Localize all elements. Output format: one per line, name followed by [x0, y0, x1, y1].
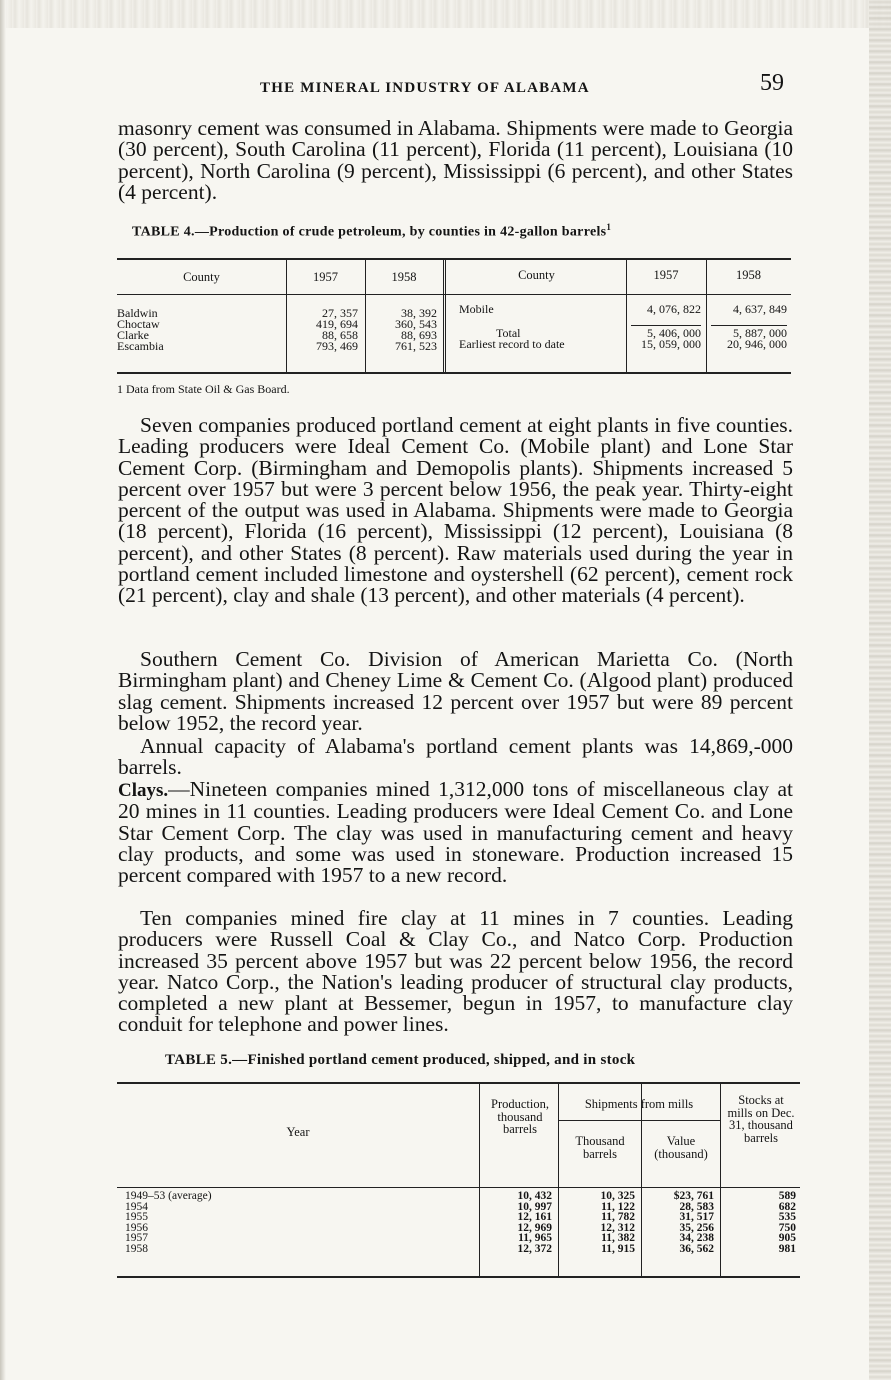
scan-edge-right	[869, 0, 891, 1380]
table-cell: 88, 693	[401, 328, 437, 342]
table-cell: 34, 238	[679, 1232, 714, 1245]
table4-header-county-right: County	[518, 268, 555, 282]
table4-left-county-column	[117, 308, 282, 352]
scan-edge-top	[0, 0, 891, 28]
table-cell: 10, 432	[517, 1190, 552, 1202]
table4-right-1958-column	[706, 304, 787, 350]
table4-left-1957-column	[286, 308, 358, 352]
table-cell: 11, 782	[601, 1211, 635, 1224]
table-cell: 38, 392	[401, 306, 437, 320]
table5-header-year: Year	[286, 1125, 310, 1139]
table5-caption: TABLE 5.—Finished portland cement produced, shipped, and in stock	[165, 1052, 636, 1068]
table5-value-column	[641, 1191, 714, 1255]
scan-edge-left	[0, 0, 6, 1380]
table-cell: 5, 887, 000	[733, 326, 787, 340]
table5-header-thousand-barrels: Thousand barrels	[575, 1134, 625, 1161]
table-cell: 11, 122	[601, 1200, 635, 1213]
table-cell: Choctaw	[117, 317, 160, 331]
table4-right-1957-column	[626, 304, 701, 350]
table-cell: 35, 256	[679, 1221, 714, 1234]
table-cell: 11, 382	[601, 1232, 635, 1245]
table4-header-1957-left: 1957	[313, 270, 338, 284]
table-cell: 12, 969	[517, 1221, 552, 1234]
table-cell: 11, 915	[601, 1242, 635, 1255]
table-cell: Clarke	[117, 328, 149, 342]
table-cell: 905	[778, 1232, 796, 1245]
table-cell: 12, 372	[517, 1242, 552, 1255]
paragraph-portland-cement: Seven companies produced portland cement at eight plants in five counties. Leading producers were Ideal Cement Co. (Mobile plant) and Lone Star Cement Corp. (Birmingham and Demopolis plants). Shipments increased 5 percent over 1957 but were 3 percent below 1956, the peak year. Thirty-eight percent of the output was used in Alabama. Shipments were made to Georgia (18 percent), Florida (16 percent), Mississippi (12 percent), Louisiana (8 percent), and other States (8 percent). Raw materials used during the year in portland cement included limestone and oystershell (62 percent), cement rock (21 percent), clay and shale (13 percent), and other materials (4 percent).	[118, 415, 793, 608]
table-cell: 761, 523	[395, 339, 437, 353]
table-cell: 31, 517	[679, 1211, 714, 1224]
table-cell: 1956	[125, 1221, 148, 1234]
table-cell: Escambia	[117, 339, 164, 353]
table4-left-1958-column	[365, 308, 437, 352]
table-cell: 4, 076, 822	[647, 302, 701, 316]
table-cell: 88, 658	[322, 328, 358, 342]
table-cell: Total	[496, 326, 521, 340]
table-cell: 28, 583	[679, 1200, 714, 1213]
page-number: 59	[760, 70, 784, 96]
table-cell: 10, 997	[517, 1200, 552, 1213]
table4-caption: TABLE 4.—Production of crude petroleum, by counties in 42-gallon barrels$^1$	[132, 222, 612, 240]
table-cell: Mobile	[459, 302, 494, 316]
table-cell: 1957	[125, 1232, 148, 1245]
paragraph-masonry-intro: masonry cement was consumed in Alabama. Shipments were made to Georgia (30 percent), South Carolina (11 percent), Florida (11 percent), Louisiana (10 percent), North Carolina (9 percent), Mississippi (6 percent), and other States (4 percent).	[118, 116, 793, 204]
table5-header-shipments: Shipments from mills	[584, 1097, 694, 1111]
table4-header-1957-right: 1957	[653, 268, 679, 282]
page-header	[120, 70, 790, 104]
table-cell: 10, 325	[600, 1190, 635, 1202]
paragraph-clays: Clays.—Nineteen companies mined 1,312,000 tons of miscellaneous clay at 20 mines in 11 counties. Leading producers were Ideal Cement Co. and Lone Star Cement Corp. The clay was used in manufacturing cement and heavy clay products, and some was used in stoneware. Production increased 15 percent compared with 1957 to a new record.	[118, 779, 793, 888]
table-cell: 1954	[125, 1200, 148, 1213]
paragraph-slag-cement: Southern Cement Co. Division of American Marietta Co. (North Birmingham plant) and Cheney Lime & Cement Co. (Algood plant) produced slag cement. Shipments increased 12 percent over 1957 but were 89 percent below 1952, the record year.	[118, 649, 793, 735]
table-cell: Earliest record to date	[459, 337, 565, 351]
table-cell: 11, 965	[518, 1232, 552, 1245]
table-cell: 793, 469	[316, 339, 358, 353]
paragraph-fire-clay: Ten companies mined fire clay at 11 mines in 7 counties. Leading producers were Russell Coal & Clay Co., and Natco Corp. Production increased 35 percent above 1957 but was 22 percent below 1956, the record year. Natco Corp., the Nation's leading producer of structural clay products, completed a new plant at Bessemer, begun in 1957, to manufacture clay conduit for telephone and power lines.	[118, 908, 793, 1037]
table-cell: 36, 562	[679, 1242, 714, 1255]
table4-header-1958-right: 1958	[736, 268, 761, 282]
table-cell: 1958	[125, 1242, 148, 1255]
table-cell: 15, 059, 000	[641, 337, 701, 351]
running-head: THE MINERAL INDUSTRY OF ALABAMA	[260, 80, 590, 96]
table4-right-county-column	[459, 304, 624, 350]
table4-header-rule	[117, 294, 791, 295]
table-cell: Baldwin	[117, 306, 158, 320]
table4	[117, 258, 791, 374]
table-cell: 4, 637, 849	[733, 302, 787, 316]
table5-year-column	[125, 1191, 475, 1255]
table-cell: $23, 761	[673, 1190, 714, 1202]
table-cell: 981	[778, 1242, 796, 1255]
table-cell: 20, 946, 000	[727, 337, 787, 351]
table5-header-value: Value (thousand)	[654, 1134, 708, 1161]
table-cell: 750	[778, 1221, 796, 1234]
table-cell: 419, 694	[316, 317, 358, 331]
table-cell: 360, 543	[395, 317, 437, 331]
table5-header-production: Production, thousand barrels	[491, 1097, 549, 1136]
table-cell: 1949–53 (average)	[125, 1190, 212, 1202]
table5-shipped-column	[558, 1191, 635, 1255]
table-cell: 589	[778, 1190, 796, 1202]
table-cell: 27, 357	[322, 306, 358, 320]
table5-production-column	[479, 1191, 552, 1255]
table-cell: 12, 161	[517, 1211, 552, 1224]
clays-heading: Clays.	[118, 780, 169, 801]
table5	[117, 1082, 800, 1278]
table-cell: 535	[778, 1211, 796, 1224]
table5-header-stocks: Stocks at mills on Dec. 31, thousand barrels	[727, 1093, 795, 1145]
table4-footnote: 1 Data from State Oil & Gas Board.	[117, 382, 290, 396]
table-cell: 1955	[125, 1211, 148, 1224]
paragraph-capacity: Annual capacity of Alabama's portland cement plants was 14,869,-000 barrels.	[118, 736, 793, 780]
table-cell: 5, 406, 000	[647, 326, 701, 340]
table-cell: 12, 312	[600, 1221, 635, 1234]
table4-header-1958-left: 1958	[391, 270, 417, 284]
table4-header-county-left: County	[183, 270, 220, 284]
table-cell: 682	[778, 1200, 796, 1213]
table5-stocks-column	[720, 1191, 796, 1255]
